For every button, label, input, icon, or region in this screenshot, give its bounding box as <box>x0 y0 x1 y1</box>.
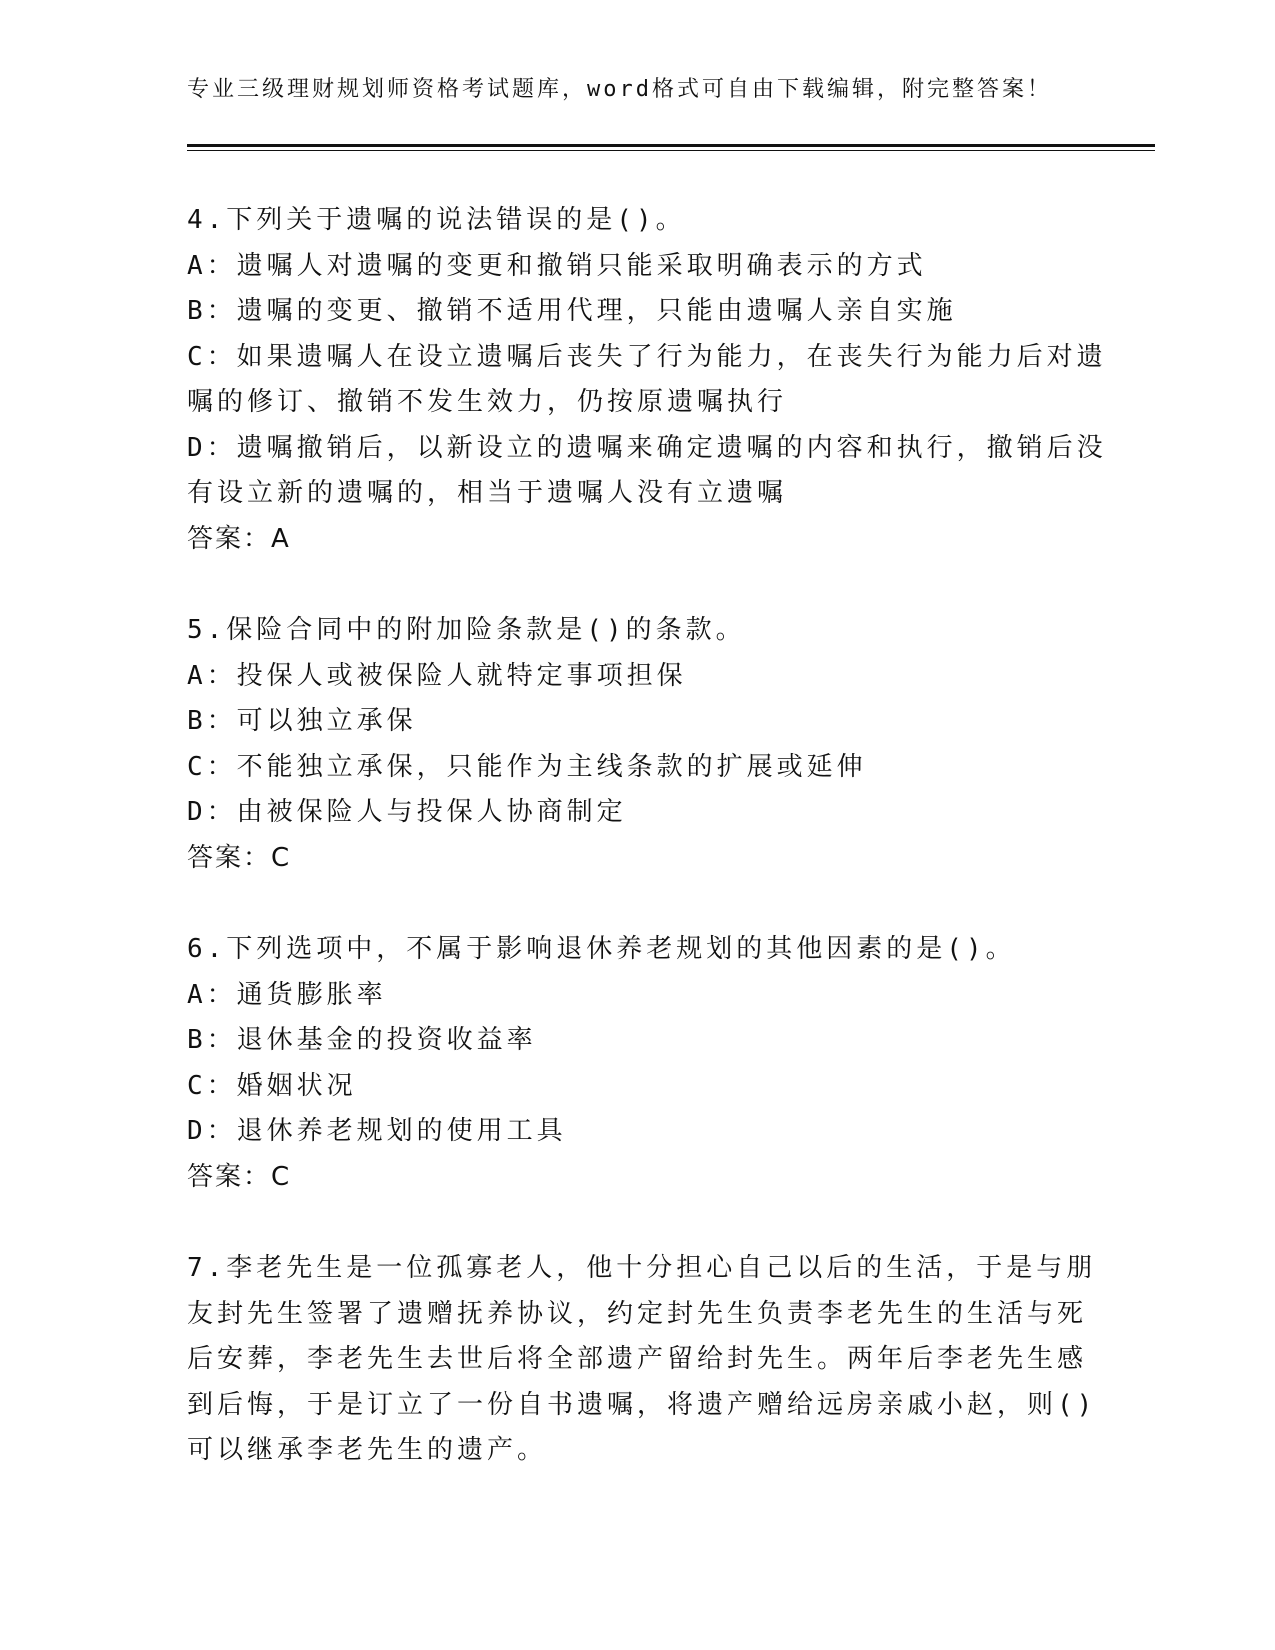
option-d: D：由被保险人与投保人协商制定 <box>187 797 627 827</box>
question-stem-line-1: 7.李老先生是一位孤寡老人，他十分担心自己以后的生活，于是与朋 <box>187 1253 1097 1283</box>
answer: 答案：C <box>187 1161 292 1192</box>
option-b: B：遗嘱的变更、撤销不适用代理，只能由遗嘱人亲自实施 <box>187 296 957 326</box>
option-c: C：婚姻状况 <box>187 1070 357 1101</box>
option-c: C：如果遗嘱人在设立遗嘱后丧失了行为能力，在丧失行为能力后对遗 <box>187 341 1107 372</box>
question-stem-line-2: 友封先生签署了遗赠抚养协议，约定封先生负责李老先生的生活与死 <box>187 1298 1088 1329</box>
page-header: 专业三级理财规划师资格考试题库，word格式可自由下载编辑，附完整答案！ <box>187 77 1052 102</box>
header-rule-thin <box>187 150 1155 151</box>
option-a: A：遗嘱人对遗嘱的变更和撤销只能采取明确表示的方式 <box>187 250 927 281</box>
question-7 <box>187 1246 1097 1474</box>
question-stem-line-3: 后安葬，李老先生去世后将全部遗产留给封先生。两年后李老先生感 <box>187 1344 1088 1374</box>
option-b: B：可以独立承保 <box>187 706 417 736</box>
option-d: D：退休养老规划的使用工具 <box>187 1116 567 1146</box>
question-list <box>187 198 1107 1474</box>
option-c-continued: 嘱的修订、撤销不发生效力，仍按原遗嘱执行 <box>187 387 788 417</box>
question-5 <box>187 608 1087 881</box>
answer: 答案：C <box>187 842 292 873</box>
option-d: D：遗嘱撤销后，以新设立的遗嘱来确定遗嘱的内容和执行，撤销后没 <box>187 432 1107 463</box>
header-rule-thick <box>187 144 1155 147</box>
option-a: A：通货膨胀率 <box>187 979 387 1010</box>
question-stem: 5.保险合同中的附加险条款是()的条款。 <box>187 615 746 645</box>
option-b: B：退休基金的投资收益率 <box>187 1025 537 1055</box>
answer: 答案：A <box>187 523 291 554</box>
question-stem-line-4: 到后悔，于是订立了一份自书遗嘱，将遗产赠给远房亲戚小赵，则() <box>187 1389 1097 1420</box>
question-6 <box>187 927 1087 1200</box>
question-stem: 6.下列选项中，不属于影响退休养老规划的其他因素的是()。 <box>187 934 1016 964</box>
question-stem-line-5: 可以继承李老先生的遗产。 <box>187 1435 548 1465</box>
option-d-continued: 有设立新的遗嘱的，相当于遗嘱人没有立遗嘱 <box>187 478 788 508</box>
option-a: A：投保人或被保险人就特定事项担保 <box>187 660 687 691</box>
option-c: C：不能独立承保，只能作为主线条款的扩展或延伸 <box>187 751 867 782</box>
question-4 <box>187 198 1107 562</box>
question-stem: 4.下列关于遗嘱的说法错误的是()。 <box>187 205 686 235</box>
